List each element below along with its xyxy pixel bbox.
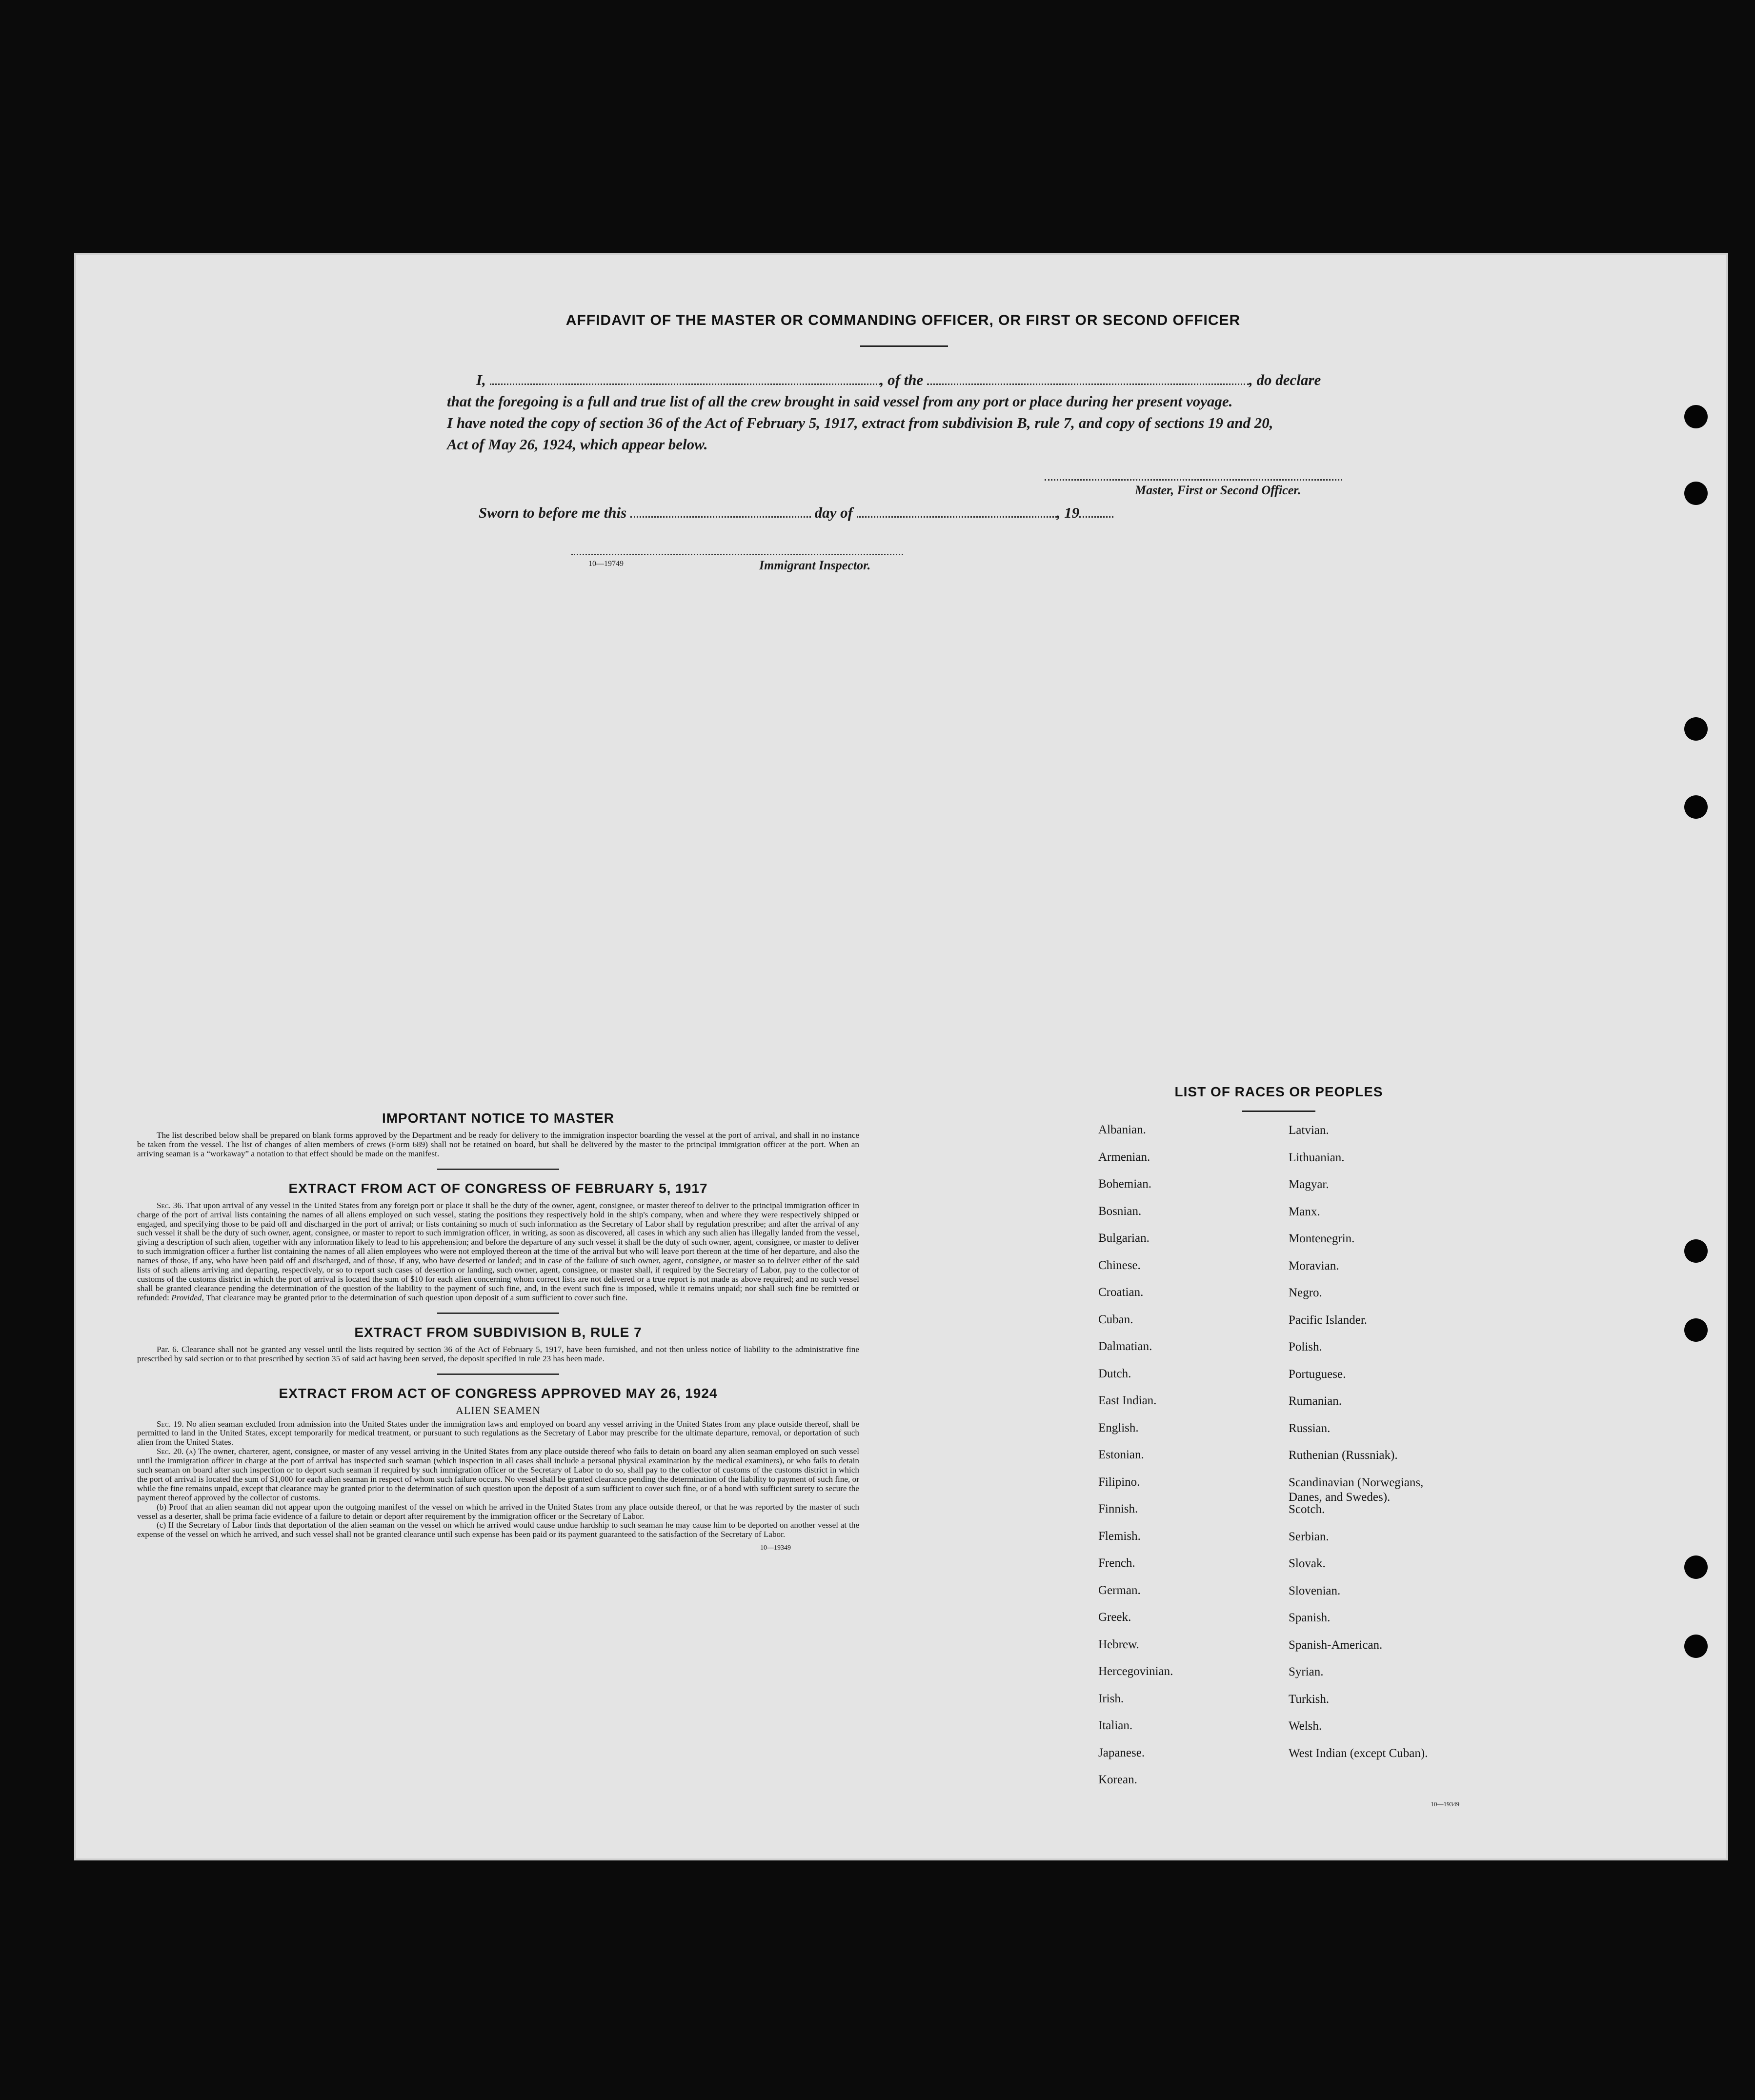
race-left-item: East Indian.: [1098, 1394, 1157, 1407]
race-right-item: Pacific Islander.: [1289, 1313, 1368, 1327]
punch-hole: [1684, 482, 1708, 505]
race-left-item: Hebrew.: [1098, 1637, 1139, 1651]
race-left-item: Bosnian.: [1098, 1204, 1142, 1218]
section-19-body: No alien seaman excluded from admission into the United States under the immigration laws and employed on board any vessel arriving in the United States from any place outside thereof, shall be permitted to land in the United States, except temporarily for medical treatment, or pursuant to such regulations as the Secretary of Labor may prescribe for the ultimate departure, removal, or deportation of such alien from the United States.: [137, 1419, 859, 1447]
race-row: [1098, 1340, 1469, 1367]
race-left-item: Chinese.: [1098, 1258, 1141, 1272]
race-right-item: Polish.: [1289, 1340, 1322, 1353]
race-right-item: Moravian.: [1289, 1259, 1339, 1272]
race-right-item: Turkish.: [1289, 1692, 1330, 1706]
race-right-item: Scotch.: [1289, 1503, 1325, 1516]
divider: [437, 1312, 559, 1314]
extract-form-number: 10—19349: [760, 1544, 791, 1552]
race-right-item: Latvian.: [1289, 1124, 1329, 1137]
race-row: [1098, 1611, 1469, 1638]
race-right-item: Welsh.: [1289, 1719, 1322, 1733]
punch-hole: [1684, 795, 1708, 819]
form-sheet: [74, 253, 1728, 1860]
race-right-item: Serbian.: [1289, 1530, 1329, 1543]
race-row: [1098, 1584, 1469, 1611]
races-list: [1098, 1123, 1469, 1808]
race-left-item: Hercegovinian.: [1098, 1665, 1173, 1678]
do-declare-text: , do declare: [1249, 371, 1321, 388]
extract-rule7-text: Par. 6. Clearance shall not be granted any vessel until the lists required by section 36 of the Act of February 5, 1917, have been furnished, and not then unless notice of liability to the administrative fine prescribed by said section or to that prescribed by section 35 of said act having been served, the deposit specified in rule 23 has been made.: [137, 1344, 859, 1363]
race-right-item: Ruthenian (Russniak).: [1289, 1449, 1398, 1462]
races-title: LIST OF RACES OR PEOPLES: [1174, 1084, 1383, 1099]
punch-hole: [1684, 1239, 1708, 1263]
race-row: [1098, 1421, 1469, 1449]
race-left-item: Italian.: [1098, 1719, 1133, 1732]
race-row: [1098, 1232, 1469, 1259]
affidavit-body: [447, 369, 1359, 455]
extract-rule7-title: EXTRACT FROM SUBDIVISION B, RULE 7: [354, 1324, 642, 1340]
affidavit-form-number: 10—19749: [588, 560, 624, 568]
master-signature-label: Master, First or Second Officer.: [1135, 483, 1301, 497]
race-row: [1098, 1367, 1469, 1394]
day-blank[interactable]: [630, 504, 811, 518]
punch-hole: [1684, 717, 1708, 741]
race-row: [1098, 1475, 1469, 1503]
race-left-item: Armenian.: [1098, 1150, 1150, 1164]
race-left-item: Albanian.: [1098, 1123, 1146, 1136]
race-right-item: Montenegrin.: [1289, 1232, 1355, 1245]
race-right-item: Spanish.: [1289, 1611, 1331, 1624]
race-row: [1098, 1638, 1469, 1665]
year-prefix: , 19: [1056, 504, 1080, 521]
race-right-item: Lithuanian.: [1289, 1151, 1345, 1164]
race-row: [1098, 1259, 1469, 1286]
race-left-item: Irish.: [1098, 1692, 1124, 1705]
notice-text: The list described below shall be prepared on blank forms approved by the Department and be ready for delivery to the immigration inspector boarding the vessel at the port of arrival, and shall in no instance be taken from the vessel. The list of changes of alien members of crews (Form 689) shall not be retained on board, but shall be delivered by the master to the principal immigration officer at the port. When an arriving seaman is a “workaway” a notation to that effect should be made on the manifest.: [137, 1131, 859, 1158]
extract-1917-text: [137, 1201, 859, 1303]
extract-1924-title: EXTRACT FROM ACT OF CONGRESS APPROVED MAY 26, 1924: [279, 1385, 718, 1401]
section-19-label: Sec. 19.: [157, 1419, 184, 1429]
declarant-name-blank[interactable]: [490, 371, 880, 385]
race-right-item: Scandinavian (Norwegians, Danes, and Swedes).: [1289, 1475, 1424, 1504]
race-left-item: Flemish.: [1098, 1529, 1141, 1543]
race-right-item: Rumanian.: [1289, 1394, 1342, 1408]
race-row: [1098, 1448, 1469, 1475]
race-right-item: Russian.: [1289, 1421, 1331, 1435]
race-left-item: German.: [1098, 1583, 1141, 1597]
race-left-item: Finnish.: [1098, 1502, 1138, 1515]
title-divider: [860, 345, 948, 347]
declarant-prefix: I,: [476, 371, 486, 388]
section-20a-body: The owner, charterer, agent, consignee, or master of any vessel arriving in the United States from any place outside thereof who fails to detain on board any alien seaman employed on such vessel until the immigration officer in charge at the port of arrival has inspected such seaman (which inspection in all cases shall include a personal physical examination by the medical examiners), or who fails to detain such seaman on board after such inspection or to deport such seaman if required by such immigration officer or the Secretary of Labor to do so, shall pay to the collector of customs of the customs district in which the port of arrival is located the sum of $1,000 for each alien seaman in respect of whom such failure occurs. No vessel shall be granted clearance pending the determination of the liability to payment of such fine, or while the fine remains unpaid, except that clearance may be granted prior to the determination of such question upon the deposit of a sum sufficient to cover such fine, or of a bond with sufficient surety to secure the payment thereof approved by the collector of customs.: [137, 1447, 859, 1502]
race-left-item: Bulgarian.: [1098, 1232, 1150, 1245]
proviso-word: Provided,: [171, 1292, 204, 1302]
of-the-text: , of the: [880, 371, 924, 388]
section-19-text: [137, 1420, 859, 1448]
punch-hole: [1684, 405, 1708, 428]
section-20a-text: [137, 1447, 859, 1502]
race-right-item: Negro.: [1289, 1286, 1322, 1299]
section-20b-text: (b) Proof that an alien seaman did not appear upon the outgoing manifest of the vessel on which he arrived in the United States from any place outside thereof, or that he was reported by the master of such vessel as a deserter, shall be prima facie evidence of a failure to detain or deport after requirement by the immigration officer or the Secretary of Labor.: [137, 1502, 859, 1521]
race-left-item: Japanese.: [1098, 1746, 1145, 1759]
year-blank[interactable]: [1079, 504, 1113, 518]
race-row: [1098, 1151, 1469, 1178]
race-left-item: Dutch.: [1098, 1367, 1131, 1380]
punch-hole: [1684, 1318, 1708, 1342]
race-left-item: English.: [1098, 1421, 1139, 1434]
race-row: [1098, 1394, 1469, 1421]
alien-seamen-subtitle: ALIEN SEAMEN: [456, 1404, 541, 1416]
affidavit-line-4: Act of May 26, 1924, which appear below.: [447, 436, 708, 453]
race-row: [1098, 1773, 1469, 1800]
race-right-item: Spanish-American.: [1289, 1638, 1383, 1652]
divider: [437, 1373, 559, 1375]
race-left-item: Korean.: [1098, 1773, 1137, 1786]
legal-extracts: [137, 1109, 859, 1552]
affidavit-line-2: that the foregoing is a full and true list of all the crew brought in said vessel from any port or place during her present voyage.: [447, 393, 1233, 410]
affidavit-title: AFFIDAVIT OF THE MASTER OR COMMANDING OFFICER, OR FIRST OR SECOND OFFICER: [565, 312, 1241, 328]
sworn-line: [479, 504, 1113, 522]
race-row: [1098, 1177, 1469, 1205]
race-right-item: Syrian.: [1289, 1665, 1324, 1678]
race-left-item: Filipino.: [1098, 1475, 1140, 1489]
inspector-signature-line[interactable]: [571, 554, 903, 555]
race-row: [1098, 1313, 1469, 1340]
races-form-number: 10—19349: [1431, 1800, 1459, 1808]
race-row: [1098, 1746, 1469, 1774]
section-20c-text: (c) If the Secretary of Labor finds that deportation of the alien seaman on the vessel on which he arrived would cause undue hardship to such seaman he may cause him to be deported on another vessel at the expense of the vessel on which he arrived, and such vessel shall not be granted clearance until such expense has been paid or its payment guaranteed to the satisfaction of the Secretary of Labor.: [137, 1520, 859, 1539]
notice-title: IMPORTANT NOTICE TO MASTER: [382, 1111, 615, 1126]
race-left-item: Dalmatian.: [1098, 1340, 1152, 1353]
race-row: [1098, 1665, 1469, 1692]
punch-hole: [1684, 1555, 1708, 1579]
race-row: [1098, 1556, 1469, 1584]
race-left-item: Cuban.: [1098, 1312, 1133, 1326]
divider: [437, 1169, 559, 1170]
race-left-item: French.: [1098, 1556, 1135, 1570]
race-row: [1098, 1530, 1469, 1557]
month-blank[interactable]: [857, 504, 1057, 518]
race-row: [1098, 1123, 1469, 1151]
race-right-item: Slovenian.: [1289, 1584, 1341, 1597]
sworn-text: Sworn to before me this: [479, 504, 627, 521]
race-row: [1098, 1692, 1469, 1719]
race-right-item: Manx.: [1289, 1205, 1320, 1218]
punch-hole: [1684, 1635, 1708, 1658]
race-left-item: Greek.: [1098, 1611, 1131, 1624]
race-right-item: West Indian (except Cuban).: [1289, 1746, 1428, 1760]
inspector-label: Immigrant Inspector.: [759, 558, 871, 572]
race-right-item: Portuguese.: [1289, 1367, 1346, 1381]
races-divider: [1242, 1111, 1315, 1112]
race-left-item: Croatian.: [1098, 1286, 1144, 1299]
master-signature-line[interactable]: [1045, 479, 1342, 481]
section-36-text: That upon arrival of any vessel in the United States from any foreign port or place it shall be the duty of the owner, agent, consignee, or master thereof to deliver to the principal immigration officer in charge of the port of arrival lists containing the names of all aliens employed on such vessel, stating the positions they respectively hold in the ship's company, when and where they were respectively shipped or engaged, and specifying those to be paid off and discharged in the port of arrival; or lists containing so much of such information as the Secretary of Labor shall by regulation prescribe; and after the arrival of any such vessel it shall be the duty of such owner, agent, consignee, or master to report to such immigration officer, in writing, as soon as discovered, all cases in which any such alien has illegally landed from the vessel, giving a description of such alien, together with any information likely to lead to his apprehension; and before the departure of any such vessel it shall be the duty of such owner, agent, consignee, or master to deliver to such immigration officer a further list containing the names of all alien employees who were not employed thereon at the time of the arrival but who will leave port thereon at the time of her departure, and also the names of those, if any, who have been paid off and discharged, and of those, if any, who have deserted or landed; and in case of the failure of such owner, agent, consignee, or master so to deliver either of the said lists of such aliens arriving and departing, respectively, or so to report such cases of desertion or landing, such owner, agent, consignee, or master shall, if required by the Secretary of Labor, pay to the collector of customs of the customs district in which the port of arrival is located the sum of $10 for each alien concerning whom correct lists are not delivered or a true report is not made as above required; and no such vessel shall be granted clearance pending the determination of the question of the liability to the payment of such fine, and, in the event such fine is imposed, while it remains unpaid; nor shall such fine be remitted or refunded:: [137, 1200, 859, 1302]
section-36-label: Sec. 36.: [157, 1200, 184, 1210]
race-right-item: Slovak.: [1289, 1557, 1326, 1570]
race-right-item: Magyar.: [1289, 1178, 1329, 1191]
race-left-item: Bohemian.: [1098, 1177, 1152, 1191]
section-20-label: Sec. 20. (a): [157, 1447, 196, 1456]
day-of-text: day of: [814, 504, 853, 521]
affidavit-line-1: [447, 369, 1359, 391]
race-row: [1098, 1502, 1469, 1530]
vessel-name-blank[interactable]: [927, 371, 1249, 385]
race-row: [1098, 1205, 1469, 1232]
proviso-text: That clearance may be granted prior to the determination of such question upon deposit of a sum sufficient to cover such fine.: [205, 1292, 628, 1302]
race-row: [1098, 1719, 1469, 1746]
race-left-item: Estonian.: [1098, 1448, 1144, 1461]
affidavit-line-3: I have noted the copy of section 36 of the Act of February 5, 1917, extract from subdivision B, rule 7, and copy of sections 19 and 20,: [447, 414, 1273, 431]
extract-1917-title: EXTRACT FROM ACT OF CONGRESS OF FEBRUARY 5, 1917: [288, 1180, 708, 1196]
race-row: [1098, 1286, 1469, 1313]
